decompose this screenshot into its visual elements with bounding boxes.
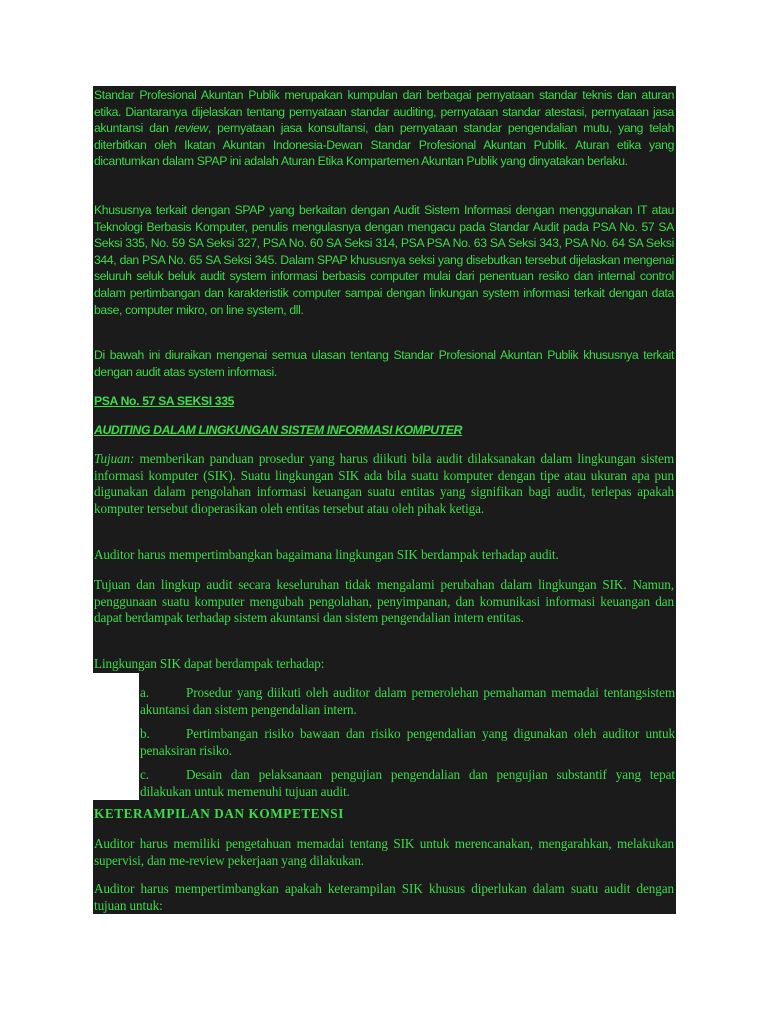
list-item-text: Desain dan pelaksanaan pengujian pengendalian dan pengujian substantif yang tepat dilakukan untuk memenuhi tujuan audit. [140,767,675,799]
list-item-label: c. [140,767,149,782]
auditor-consider-paragraph: Auditor harus mempertimbangkan bagaimana lingkungan SIK berdampak terhadap audit. [94,547,559,562]
impact-intro-paragraph: Lingkungan SIK dapat berdampak terhadap: [94,656,325,671]
intro-paragraph [94,87,674,170]
list-item [140,767,675,800]
intro-text-a: Standar Profesional Akuntan Publik merupakan kumpulan dari berbagai pernyataan standar teknis dan aturan etika. Diantaranya dijelaskan tentang pernyataan standar auditing, pernyataan standar atestasi, pernyataan jasa akuntansi dan [94,88,674,136]
psa-heading: PSA No. 57 SA SEKSI 335 [94,394,235,408]
tujuan-paragraph [94,451,674,517]
knowledge-paragraph: Auditor harus memiliki pengetahuan memadai tentang SIK untuk merencanakan, mengarahkan, melakukan supervisi, dan me-review pekerjaan yang dilakukan. [94,836,674,868]
list-item-label: b. [140,726,150,741]
intro-review-word: review [174,121,208,136]
auditing-heading: AUDITING DALAM LINGKUNGAN SISTEM INFORMASI KOMPUTER [94,423,463,437]
list-indent-gap [93,673,139,800]
list-item-label: a. [140,685,149,700]
list-item-text: Pertimbangan risiko bawaan dan risiko pengendalian yang digunakan oleh auditor untuk penaksiran risiko. [140,726,675,758]
list-item-text: Prosedur yang diikuti oleh auditor dalam pemerolehan pemahaman memadai tentangsistem akuntansi dan sistem pengendalian intern. [140,685,675,717]
document-page [93,86,676,914]
keterampilan-heading: KETERAMPILAN DAN KOMPETENSI [94,806,344,821]
intro-text-b: , pernyataan jasa konsultansi, dan pernyataan standar pengendalian mutu, yang telah diterbitkan oleh Ikatan Akuntan Indonesia-Dewan Standar Profesional Akuntan Publik. Aturan etika yang dicantumkan dalam SPAP ini adalah Aturan Etika Kompartemen Akuntan Publik yang dinyatakan berlaku. [94,121,674,169]
skills-paragraph: Auditor harus mempertimbangkan apakah keterampilan SIK khusus diperlukan dalam suatu audit dengan tujuan untuk: [94,881,674,913]
scope-paragraph: Tujuan dan lingkup audit secara keseluruhan tidak mengalami perubahan dalam lingkungan SIK. Namun, penggunaan suatu komputer mengubah pengolahan, penyimpanan, dan komunikasi informasi keuangan dan dapat berdampak terhadap sistem akuntansi dan sistem pengendalian intern entitas. [94,577,674,626]
overview-paragraph: Di bawah ini diuraikan mengenai semua ulasan tentang Standar Profesional Akuntan Publik khususnya terkait dengan audit atas system informasi. [94,348,674,379]
spap-paragraph: Khususnya terkait dengan SPAP yang berkaitan dengan Audit Sistem Informasi dengan menggunakan IT atau Teknologi Berbasis Komputer, penulis mengulasnya dengan mengacu pada Standar Audit pada PSA No. 57 SA Seksi 335, No. 59 SA Seksi 327, PSA No. 60 SA Seksi 314, PSA PSA No. 63 SA Seksi 343, PSA No. 64 SA Seksi 344, dan PSA No. 65 SA Seksi 345. Dalam SPAP khususnya seksi yang disebutkan tersebut dijelaskan mengenai seluruh seluk beluk audit system informasi berbasis computer mulai dari penentuan resiko dan internal control dalam pertimbangan dan karakteristik computer sampai dengan linkungan system informasi terkait dengan data base, computer mikro, on line system, dll. [94,203,674,317]
tujuan-label: Tujuan: [94,451,135,466]
list-item [140,685,675,718]
list-item [140,726,675,759]
tujuan-text: memberikan panduan prosedur yang harus diikuti bila audit dilaksanakan dalam lingkungan sistem informasi komputer (SIK). Suatu lingkungan SIK ada bila suatu komputer dengan tipe atau ukuran apa pun digunakan dalam pengolahan informasi keuangan suatu entitas yang signifikan bagi audit, terlepas apakah komputer tersebut dioperasikan oleh entitas tersebut atau oleh pihak ketiga. [94,451,674,516]
